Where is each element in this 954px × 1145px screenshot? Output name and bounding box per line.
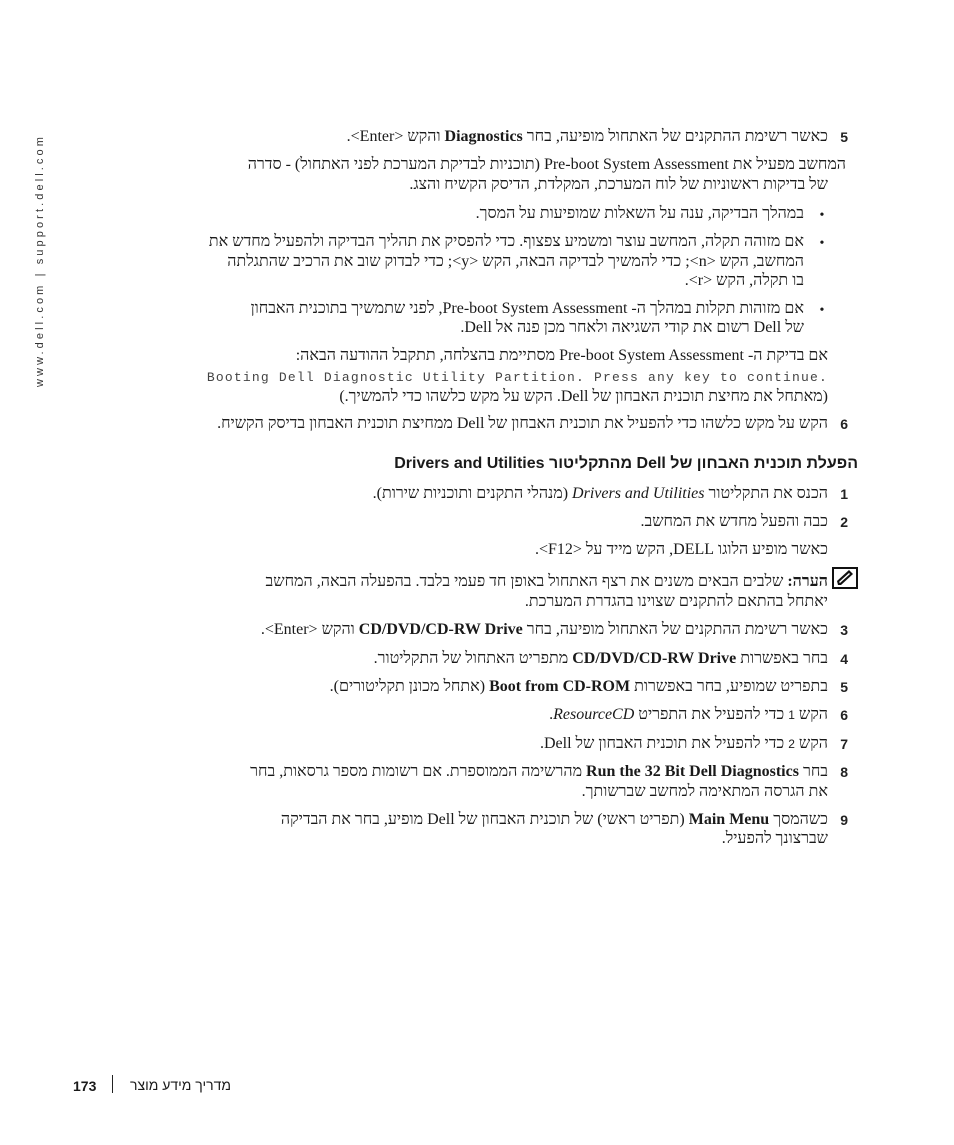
step-number: 6 xyxy=(840,707,848,723)
body-line: כאשר מופיע הלוגו DELL, הקש מייד על <F12>. xyxy=(534,541,828,558)
body-line: של בדיקות ראשוניות של לוח המערכת, המקלדת, הדיסק הקשיח והצג. xyxy=(409,176,828,193)
note-text: הערה: שלבים הבאים משנים את רצף האתחול באופן חד פעמי בלבד. בהפעלה הבאה, המחשב xyxy=(265,573,828,590)
console-message: Booting Dell Diagnostic Utility Partition. Press any key to continue. xyxy=(206,370,828,385)
body-line: המחשב מפעיל את Pre-boot System Assessment (תוכניות לבדיקת המערכת לפני האתחול) - סדרה xyxy=(247,156,846,173)
step-number: 4 xyxy=(840,651,848,667)
section-heading: הפעלת תוכנית האבחון של Dell מהתקליטור Drivers and Utilities xyxy=(394,455,858,472)
step-number: 3 xyxy=(840,622,848,638)
step-text: הקש על מקש כלשהו כדי להפעיל את תוכנית האבחון של Dell ממחיצת תוכנית האבחון בדיסק הקשיח. xyxy=(217,415,828,432)
step-text: הכנס את התקליטור Drivers and Utilities (מנהלי התקנים ותוכניות שירות). xyxy=(372,485,828,502)
bullet-icon: • xyxy=(819,236,825,251)
step-number: 9 xyxy=(840,812,848,828)
step-number: 2 xyxy=(840,514,848,530)
step-number: 5 xyxy=(840,679,848,695)
step-text: הקש 1 כדי להפעיל את התפריט ResourceCD. xyxy=(549,706,828,723)
step-text: בתפריט שמופיע, בחר באפשרות Boot from CD-ROM (אתחל מכונן תקליטורים). xyxy=(329,678,828,695)
bullet-icon: • xyxy=(819,303,825,318)
step-text: בחר באפשרות CD/DVD/CD-RW Drive מתפריט האתחול של התקליטור. xyxy=(373,650,828,667)
step-text: בחר Run the 32 Bit Dell Diagnostics מהרשימה הממוספרת. אם רשומות מספר גרסאות, בחר xyxy=(250,763,828,780)
body-line: (מאתחל את מחיצת תוכנית האבחון של Dell. הקש על מקש כלשהו כדי להמשיך.) xyxy=(339,388,828,405)
note-pencil-icon xyxy=(832,567,858,589)
bullet-text: המחשב, הקש <n>; כדי להמשיך לבדיקה הבאה, הקש <y>; כדי לבדוק שוב את הרכיב שהתגלתה xyxy=(227,253,804,270)
page-number: 173 xyxy=(73,1078,97,1094)
bullet-text: אם מזוהות תקלות במהלך ה- Pre-boot System Assessment, לפני שתמשיך בתוכנית האבחון xyxy=(250,300,804,317)
step-number: 6 xyxy=(840,416,848,432)
step-text: כאשר רשימת ההתקנים של האתחול מופיעה, בחר CD/DVD/CD-RW Drive והקש <Enter>. xyxy=(260,621,828,638)
bullet-text: אם מזוהה תקלה, המחשב עוצר ומשמיע צפצוף. כדי להפסיק את תהליך הבדיקה ולהפעיל מחדש את xyxy=(208,233,804,250)
step-number: 5 xyxy=(840,129,848,145)
step-text: הקש 2 כדי להפעיל את תוכנית האבחון של Dell. xyxy=(540,735,828,752)
step-text: את הגרסה המתאימה למחשב שברשותך. xyxy=(581,783,828,800)
bullet-icon: • xyxy=(819,208,825,223)
bullet-text: בו תקלה, הקש <r>. xyxy=(684,272,804,289)
step-number: 7 xyxy=(840,736,848,752)
step-text: כבה והפעל מחדש את המחשב. xyxy=(640,513,828,530)
footer-title: מדריך מידע מוצר xyxy=(130,1077,231,1093)
step-number: 8 xyxy=(840,764,848,780)
footer-divider xyxy=(112,1075,113,1093)
bullet-text: במהלך הבדיקה, ענה על השאלות שמופיעות על המסך. xyxy=(475,205,804,222)
step-text: שברצונך להפעיל. xyxy=(721,830,828,847)
step-text: כאשר רשימת ההתקנים של האתחול מופיעה, בחר Diagnostics והקש <Enter>. xyxy=(346,128,828,145)
step-number: 1 xyxy=(840,486,848,502)
note-text: יאתחל בהתאם להתקנים שצוינו בהגדרת המערכת. xyxy=(524,593,828,610)
body-line: אם בדיקת ה- Pre-boot System Assessment מסתיימת בהצלחה, תתקבל ההודעה הבאה: xyxy=(295,347,828,364)
step-text: כשהמסך Main Menu (תפריט ראשי) של תוכנית האבחון של Dell מופיע, בחר את הבדיקה xyxy=(280,811,828,828)
side-url: www.dell.com | support.dell.com xyxy=(34,133,46,387)
bullet-text: של Dell רשום את קודי השגיאה ולאחר מכן פנה אל Dell. xyxy=(460,319,804,336)
